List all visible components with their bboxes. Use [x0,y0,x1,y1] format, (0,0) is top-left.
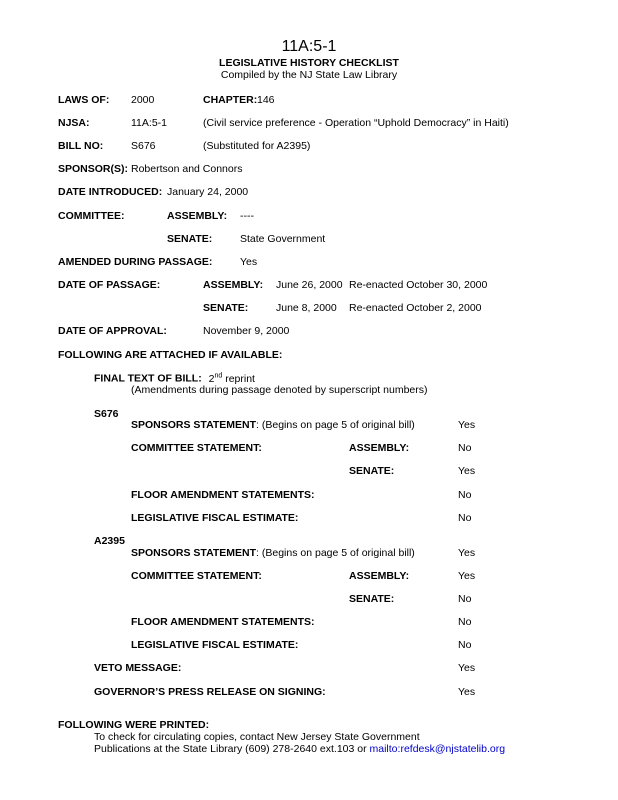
refdesk-email-link[interactable]: mailto:refdesk@njstatelib.org [369,743,506,755]
approval-value: November 9, 2000 [203,325,290,337]
page-title: 11A:5-1 [281,38,337,55]
a2395-assembly-value: Yes [458,570,476,582]
final-text-label: FINAL TEXT OF BILL: [94,372,202,385]
committee-label: COMMITTEE: [58,210,125,222]
laws-of-label: LAWS OF: [58,94,110,106]
committee-assembly-value: ---- [240,210,254,222]
a2395-assembly-label: ASSEMBLY: [349,570,410,582]
njsa-label: NJSA: [58,117,90,129]
passage-senate-date: June 8, 2000 [276,302,337,314]
press-release-value: Yes [458,686,476,698]
committee-assembly-label: ASSEMBLY: [167,210,228,222]
committee-senate-label: SENATE: [167,233,213,245]
passage-senate-label: SENATE: [203,302,249,314]
passage-label: DATE OF PASSAGE: [58,279,161,291]
a2395-senate-value: No [458,593,472,605]
bill-no-value: S676 [131,140,156,152]
attached-heading: FOLLOWING ARE ATTACHED IF AVAILABLE: [58,349,283,361]
passage-assembly-date: June 26, 2000 [276,279,343,291]
printed-line-1: To check for circulating copies, contact New Jersey State Government [94,731,420,743]
a2395-sponsors-value: Yes [458,547,476,559]
s676-senate-value: Yes [458,465,476,477]
a2395-fiscal-label: LEGISLATIVE FISCAL ESTIMATE: [131,639,299,651]
laws-of-value: 2000 [131,94,155,106]
s676-assembly-label: ASSEMBLY: [349,442,410,454]
printed-line-2: Publications at the State Library (609) 278-2640 ext.103 or mailto:refdesk@njstatelib.org [94,743,506,755]
a2395-floor-value: No [458,616,472,628]
sponsors-value: Robertson and Connors [131,163,243,175]
passage-assembly-reenacted: Re-enacted October 30, 2000 [349,279,488,291]
bill-no-note: (Substituted for A2395) [203,140,311,152]
passage-assembly-label: ASSEMBLY: [203,279,264,291]
press-release-label: GOVERNOR’S PRESS RELEASE ON SIGNING: [94,686,326,698]
njsa-value: 11A:5-1 [131,117,167,129]
s676-sponsors-value: Yes [458,419,476,431]
a2395-floor-label: FLOOR AMENDMENT STATEMENTS: [131,616,315,628]
amended-value: Yes [240,256,258,268]
a2395-committee-label: COMMITTEE STATEMENT: [131,570,262,582]
printed-heading: FOLLOWING WERE PRINTED: [58,719,210,731]
sponsors-label: SPONSOR(S): [58,163,129,175]
final-text-value: 2nd reprint [208,372,255,385]
amended-label: AMENDED DURING PASSAGE: [58,256,213,268]
date-introduced-value: January 24, 2000 [167,186,249,198]
date-introduced-label: DATE INTRODUCED: [58,186,163,198]
s676-committee-label: COMMITTEE STATEMENT: [131,442,262,454]
a2395-fiscal-value: No [458,639,472,651]
s676-assembly-value: No [458,442,472,454]
chapter-label: CHAPTER: [203,94,258,106]
a2395-senate-label: SENATE: [349,593,395,605]
veto-label: VETO MESSAGE: [94,662,182,674]
a2395-label: A2395 [94,535,125,547]
chapter-value: 146 [257,94,275,106]
passage-senate-reenacted: Re-enacted October 2, 2000 [349,302,482,314]
s676-senate-label: SENATE: [349,465,395,477]
compiled-by: Compiled by the NJ State Law Library [220,69,398,81]
s676-sponsors-statement: SPONSORS STATEMENT: (Begins on page 5 of original bill) [131,419,415,431]
approval-label: DATE OF APPROVAL: [58,325,167,337]
s676-floor-value: No [458,489,472,501]
njsa-description: (Civil service preference - Operation “Uphold Democracy” in Haiti) [203,117,509,129]
committee-senate-value: State Government [240,233,326,245]
s676-fiscal-value: No [458,512,472,524]
s676-fiscal-label: LEGISLATIVE FISCAL ESTIMATE: [131,512,299,524]
veto-value: Yes [458,662,476,674]
final-text-line [94,372,255,385]
checklist-heading: LEGISLATIVE HISTORY CHECKLIST [219,57,399,69]
bill-no-label: BILL NO: [58,140,104,152]
s676-label: S676 [94,408,119,420]
s676-floor-label: FLOOR AMENDMENT STATEMENTS: [131,489,315,501]
a2395-sponsors-statement: SPONSORS STATEMENT: (Begins on page 5 of original bill) [131,547,415,559]
final-text-note: (Amendments during passage denoted by superscript numbers) [131,384,428,396]
